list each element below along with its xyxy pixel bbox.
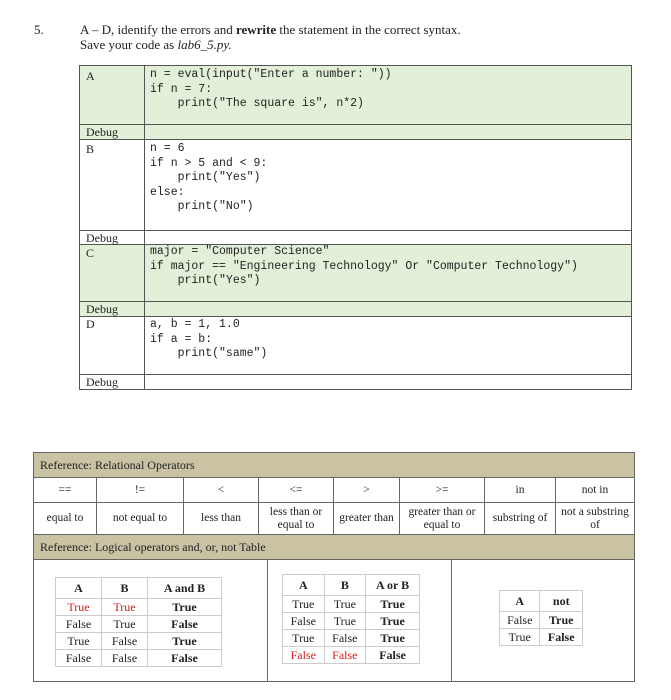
operator-cell: >= xyxy=(400,478,485,503)
code-line: n = 6 xyxy=(150,142,185,155)
table-cell: False xyxy=(366,647,420,664)
code-line: if major == "Engineering Technology" Or "Computer Technology") xyxy=(150,259,578,273)
table-cell: True xyxy=(283,630,325,647)
table-cell: False xyxy=(540,629,583,646)
code-table xyxy=(79,65,632,390)
code-line: if n > 5 and < 9: xyxy=(150,156,268,170)
instruction-emphasis: rewrite xyxy=(235,22,277,37)
table-cell: True xyxy=(540,612,583,629)
header-cell: B xyxy=(324,575,366,596)
code-block-d xyxy=(150,318,267,362)
operator-cell: < xyxy=(184,478,259,503)
operator-description: not equal to xyxy=(97,503,184,535)
code-row-c xyxy=(80,245,631,302)
debug-row-d xyxy=(80,375,631,389)
relational-header xyxy=(34,453,634,478)
and-truth-table xyxy=(55,577,222,667)
debug-row-b xyxy=(80,231,631,245)
table-cell: False xyxy=(324,647,366,664)
question-instruction xyxy=(80,22,461,38)
operator-description: not a substring of xyxy=(556,503,634,535)
table-cell: True xyxy=(148,633,222,650)
table-cell: False xyxy=(283,613,325,630)
code-row-a xyxy=(80,66,631,125)
table-cell: False xyxy=(283,647,325,664)
table-cell: True xyxy=(324,596,366,613)
code-line: print("Yes") xyxy=(150,274,261,287)
code-block-b xyxy=(150,142,267,215)
table-cell: True xyxy=(366,596,420,613)
header-cell: A xyxy=(500,591,540,612)
table-cell: False xyxy=(500,612,540,629)
table-cell: False xyxy=(102,633,148,650)
operator-cell: > xyxy=(334,478,400,503)
code-block-a xyxy=(150,68,392,112)
table-cell: True xyxy=(500,629,540,646)
code-row-b xyxy=(80,140,631,231)
code-line: print("Yes") xyxy=(150,171,261,184)
debug-row-c xyxy=(80,302,631,317)
table-cell: True xyxy=(283,596,325,613)
logical-header xyxy=(34,535,634,560)
debug-label: Debug xyxy=(86,125,118,139)
code-line: n = eval(input("Enter a number: ")) xyxy=(150,68,392,81)
code-line: if a = b: xyxy=(150,332,213,346)
operator-description: greater than xyxy=(334,503,400,535)
table-cell: False xyxy=(56,616,102,633)
header-cell: B xyxy=(102,578,148,599)
header-cell: A or B xyxy=(366,575,420,596)
operator-cell: != xyxy=(97,478,184,503)
table-cell: True xyxy=(102,616,148,633)
operator-description: substring of xyxy=(485,503,556,535)
table-cell: True xyxy=(56,599,102,616)
relational-title: Reference: Relational Operators xyxy=(40,458,195,472)
filename: lab6_5.py. xyxy=(177,37,232,52)
code-line: a, b = 1, 1.0 xyxy=(150,318,240,331)
table-cell: True xyxy=(366,613,420,630)
header-cell: A xyxy=(283,575,325,596)
operator-description: equal to xyxy=(34,503,97,535)
not-truth-table xyxy=(499,590,583,646)
logical-title: Reference: Logical operators and, or, not Table xyxy=(40,540,266,554)
debug-label: Debug xyxy=(86,302,118,316)
table-cell: True xyxy=(56,633,102,650)
operator-cell: not in xyxy=(556,478,634,503)
table-cell: True xyxy=(366,630,420,647)
save-instruction xyxy=(80,37,232,53)
table-cell: False xyxy=(148,616,222,633)
table-cell: True xyxy=(102,599,148,616)
table-cell: False xyxy=(102,650,148,667)
reference-table xyxy=(33,452,635,682)
header-cell: A and B xyxy=(148,578,222,599)
debug-label: Debug xyxy=(86,375,118,389)
operator-description: less than or equal to xyxy=(259,503,334,535)
save-text: Save your code as xyxy=(80,37,178,52)
operator-cell: == xyxy=(34,478,97,503)
question-number: 5. xyxy=(34,22,44,37)
table-cell: False xyxy=(324,630,366,647)
section-label-c: C xyxy=(86,246,95,260)
header-cell: not xyxy=(540,591,583,612)
table-cell: False xyxy=(56,650,102,667)
operator-description: greater than or equal to xyxy=(400,503,485,535)
code-line: print("No") xyxy=(150,200,254,213)
section-label-d: D xyxy=(86,317,95,331)
or-truth-table xyxy=(282,574,420,664)
instruction-part-1: A – D, identify the errors and xyxy=(80,22,236,37)
operator-description: less than xyxy=(184,503,259,535)
operator-cell: in xyxy=(485,478,556,503)
operator-cell: <= xyxy=(259,478,334,503)
header-cell: A xyxy=(56,578,102,599)
debug-label: Debug xyxy=(86,231,118,245)
table-cell: False xyxy=(148,650,222,667)
instruction-part-2: the statement in the correct syntax. xyxy=(276,22,461,37)
code-line: print("same") xyxy=(150,347,268,360)
code-line: print("The square is", n*2) xyxy=(150,97,364,110)
section-label-b: B xyxy=(86,142,95,156)
code-block-c xyxy=(150,245,578,289)
code-line: if n = 7: xyxy=(150,82,213,96)
code-line: else: xyxy=(150,185,185,199)
table-cell: True xyxy=(148,599,222,616)
code-line: major = "Computer Science" xyxy=(150,245,330,258)
code-row-d xyxy=(80,317,631,375)
section-label-a: A xyxy=(86,69,95,83)
debug-row-a xyxy=(80,125,631,140)
table-cell: True xyxy=(324,613,366,630)
